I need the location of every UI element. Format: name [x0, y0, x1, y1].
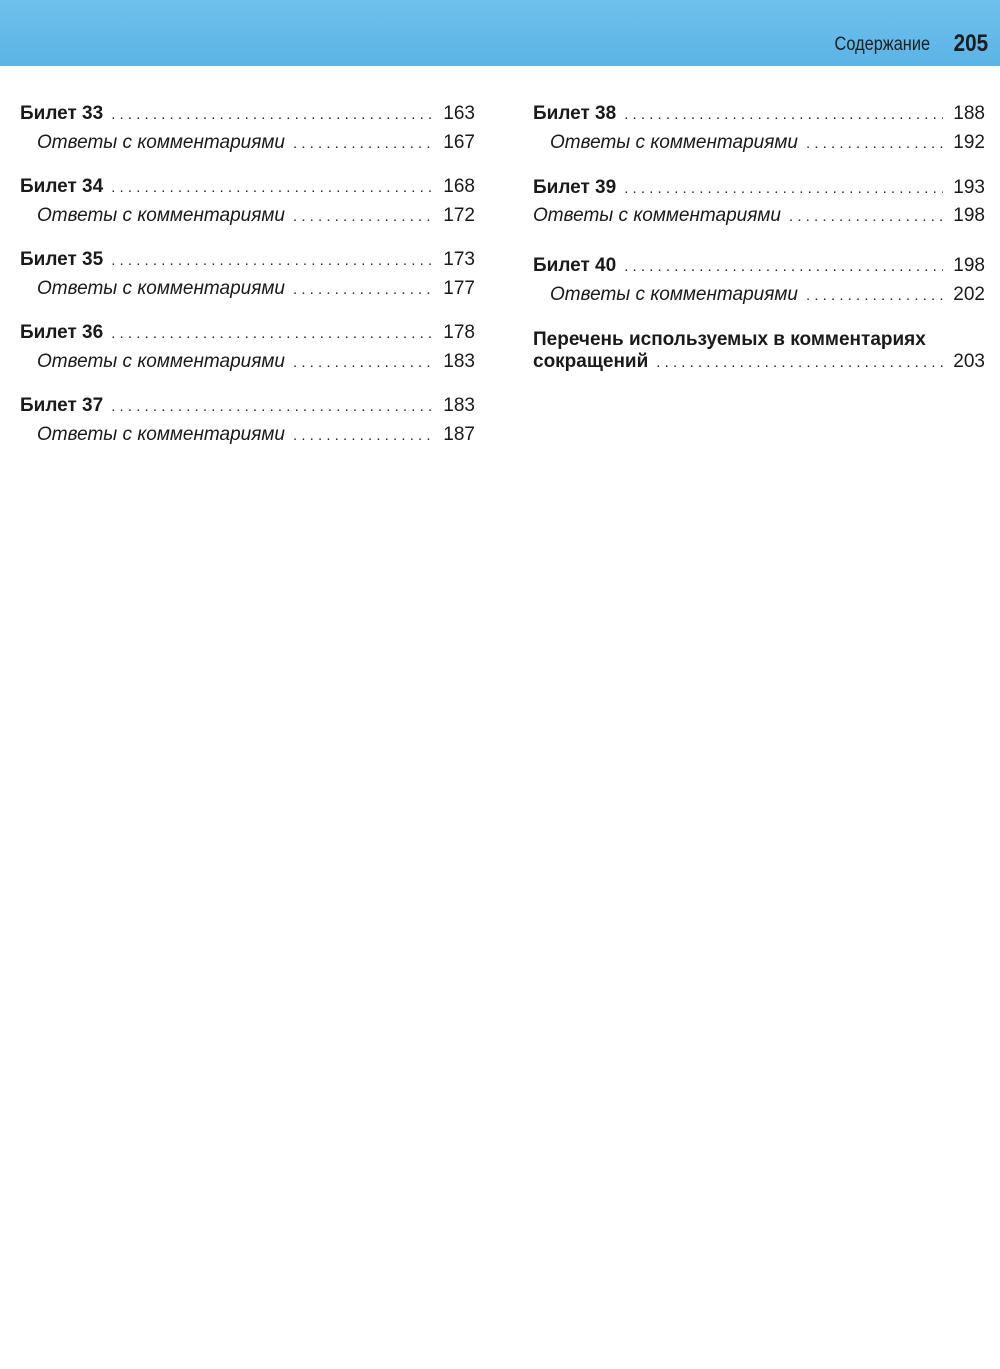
toc-entry-ticket-38[interactable] [533, 101, 985, 127]
dot-leader [789, 204, 943, 230]
toc-entry-page: 183 [443, 395, 475, 416]
toc-entry-label: Билет 37 [20, 395, 104, 416]
dot-leader [293, 423, 433, 449]
toc-entry-label: Ответы с комментариями [533, 205, 781, 226]
toc-entry-label: Билет 39 [533, 177, 617, 198]
toc-entry-page: 198 [953, 205, 985, 226]
toc-entry-answers-39[interactable] [533, 203, 985, 229]
dot-leader [806, 283, 943, 309]
dot-leader [111, 321, 433, 347]
dot-leader [293, 350, 433, 376]
toc-entry-label-line1: Перечень используемых в комментариях [533, 329, 926, 350]
toc-entry-answers-33[interactable] [37, 130, 475, 156]
toc-entry-answers-34[interactable] [37, 203, 475, 229]
toc-entry-label: Ответы с комментариями [37, 424, 285, 445]
dot-leader [806, 131, 943, 157]
toc-entry-ticket-35[interactable] [20, 247, 475, 273]
toc-entry-page: 167 [443, 132, 475, 153]
toc-entry-page: 163 [443, 103, 475, 124]
dot-leader [111, 394, 433, 420]
dot-leader [624, 176, 943, 202]
toc-entry-label: Ответы с комментариями [37, 205, 285, 226]
toc-entry-answers-37[interactable] [37, 422, 475, 448]
toc-entry-page: 192 [953, 132, 985, 153]
dot-leader [656, 350, 943, 376]
toc-entry-page: 193 [953, 177, 985, 198]
toc-entry-label: Ответы с комментариями [37, 351, 285, 372]
toc-entry-answers-40[interactable] [550, 282, 985, 308]
toc-entry-page: 178 [443, 322, 475, 343]
toc-entry-page: 203 [953, 351, 985, 372]
toc-entry-page: 202 [953, 284, 985, 305]
dot-leader [624, 254, 943, 280]
toc-entry-abbreviations-line2[interactable] [533, 349, 985, 375]
toc-entry-page: 168 [443, 176, 475, 197]
toc-entry-label-line2: сокращений [533, 351, 649, 372]
toc-entry-page: 173 [443, 249, 475, 270]
toc-entry-page: 188 [953, 103, 985, 124]
header-band [0, 0, 1000, 66]
toc-entry-label: Билет 36 [20, 322, 104, 343]
toc-entry-label: Билет 33 [20, 103, 104, 124]
dot-leader [111, 175, 433, 201]
toc-entry-answers-38[interactable] [550, 130, 985, 156]
toc-entry-ticket-40[interactable] [533, 253, 985, 279]
toc-entry-answers-36[interactable] [37, 349, 475, 375]
dot-leader [293, 204, 433, 230]
section-title: Содержание [834, 34, 930, 55]
toc-entry-page: 187 [443, 424, 475, 445]
toc-entry-ticket-39[interactable] [533, 175, 985, 201]
toc-entry-ticket-33[interactable] [20, 101, 475, 127]
toc-entry-label: Билет 38 [533, 103, 617, 124]
toc-entry-label: Билет 35 [20, 249, 104, 270]
toc-entry-label: Ответы с комментариями [37, 278, 285, 299]
toc-entry-label: Ответы с комментариями [37, 132, 285, 153]
dot-leader [111, 248, 433, 274]
toc-entry-label: Ответы с комментариями [550, 132, 798, 153]
toc-entry-ticket-37[interactable] [20, 393, 475, 419]
dot-leader [624, 102, 943, 128]
dot-leader [293, 131, 433, 157]
page-number: 205 [953, 30, 988, 57]
toc-entry-page: 177 [443, 278, 475, 299]
dot-leader [111, 102, 433, 128]
toc-entry-label: Билет 40 [533, 255, 617, 276]
toc-entry-answers-35[interactable] [37, 276, 475, 302]
toc-entry-label: Билет 34 [20, 176, 104, 197]
dot-leader [293, 277, 433, 303]
toc-entry-ticket-36[interactable] [20, 320, 475, 346]
toc-entry-page: 183 [443, 351, 475, 372]
toc-entry-page: 198 [953, 255, 985, 276]
toc-entry-page: 172 [443, 205, 475, 226]
toc-entry-ticket-34[interactable] [20, 174, 475, 200]
toc-entry-label: Ответы с комментариями [550, 284, 798, 305]
